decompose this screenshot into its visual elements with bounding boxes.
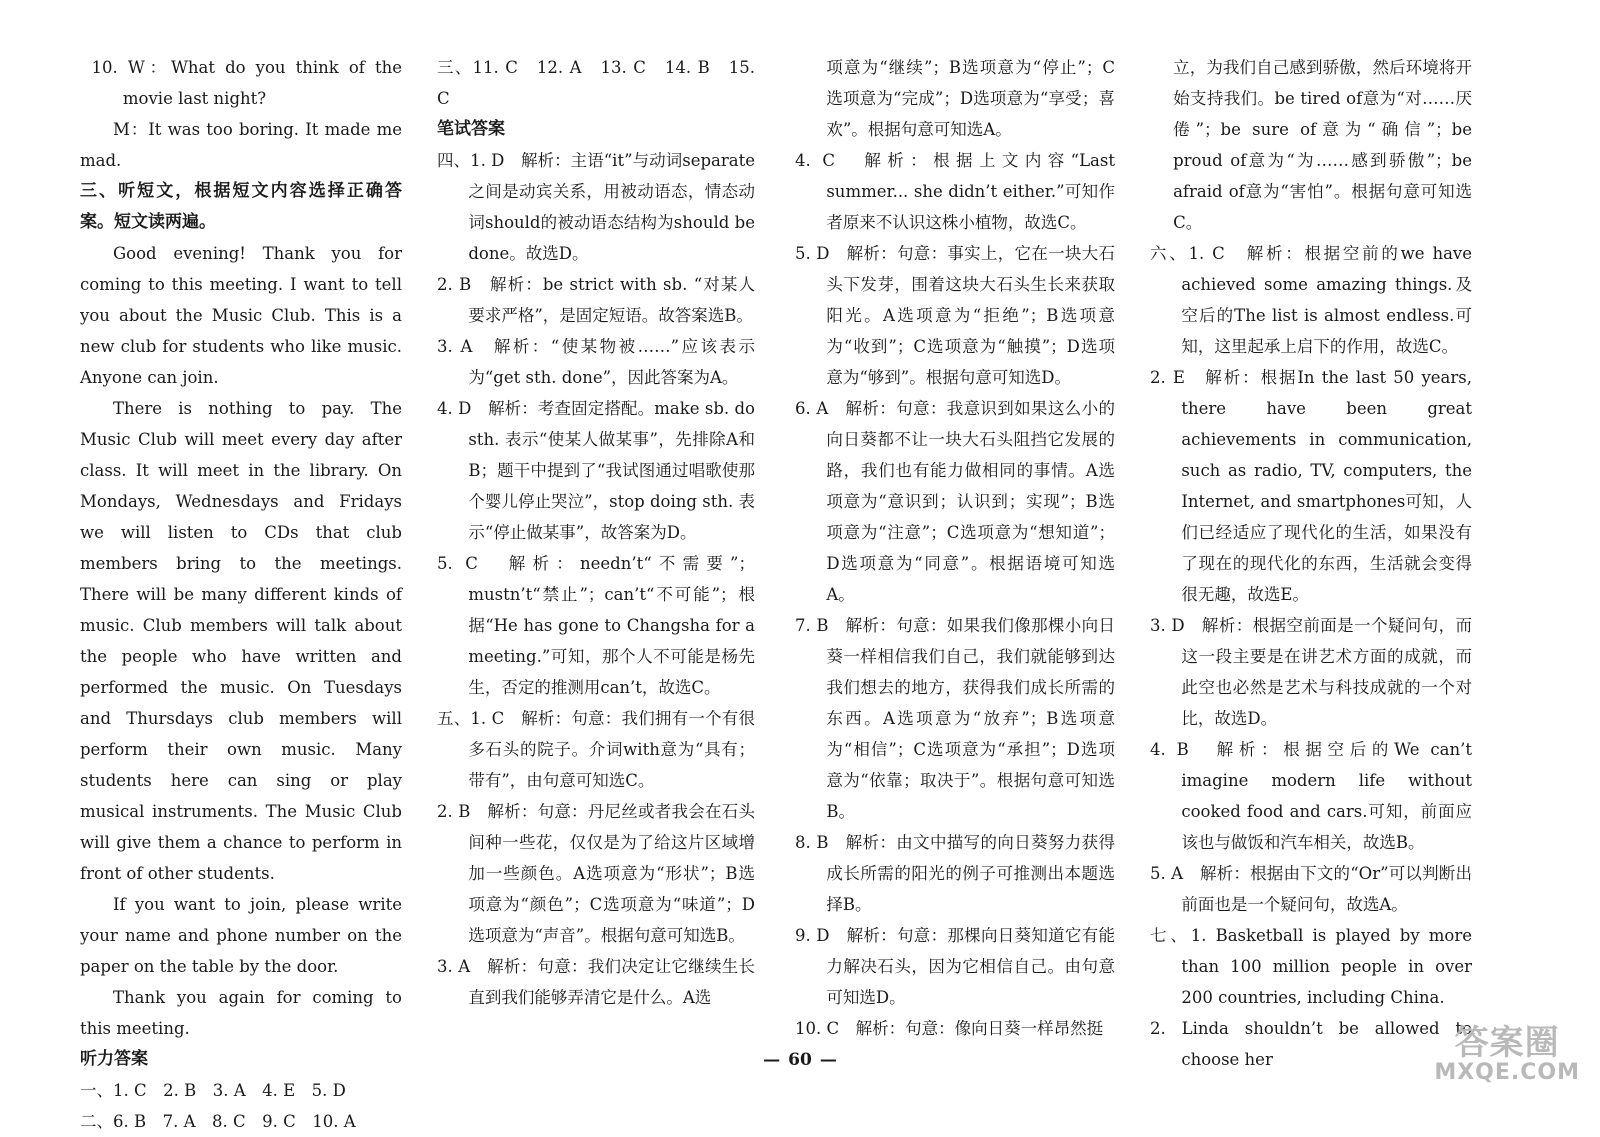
q5-4-explanation: 4. C 解析：根据上文内容“Last summer... she didn’t either.”可知作者原来不认识这株小植物，故选C。 bbox=[795, 151, 1115, 232]
q5-7-explanation: 7. B 解析：句意：如果我们像那棵小向日葵一样相信我们自己，我们就能够到达我们想去的地方，获得我们成长所需的东西。A选项意为“放弃”；B选项意为“相信”；C选项意为“承担”；D选项意为“依靠；取决于”。根据句意可知选B。 bbox=[795, 616, 1115, 821]
q5-2-explanation: 2. B 解析：句意：丹尼丝或者我会在石头间种一些花，仅仅是为了给这片区域增加一些颜色。A选项意为“形状”；B选项意为“颜色”；C选项意为“味道”；D选项意为“声音”。根据句意可知选B。 bbox=[437, 802, 755, 945]
q4-2-explanation: 2. B 解析：be strict with sb. “对某人要求严格”，是固定短语。故答案选B。 bbox=[437, 275, 755, 325]
column-2 bbox=[437, 52, 755, 1013]
page-number: — 60 — bbox=[763, 1050, 837, 1070]
q6-1-explanation: 六、1. C 解析：根据空前的we have achieved some amazing things.及空后的The list is almost endless.可知，这里起承上启下的作用，故选C。 bbox=[1150, 244, 1472, 356]
q5-8-explanation: 8. B 解析：由文中描写的向日葵努力获得成长所需的阳光的例子可推测出本题选择B。 bbox=[795, 833, 1115, 914]
q7-2-answer: 2. Linda shouldn’t be allowed to choose her bbox=[1150, 1019, 1472, 1069]
q6-2-explanation: 2. E 解析：根据In the last 50 years, there have been great achievements in communication, such as radio, TV, computers, the Internet, and smartphones可知，人们已经适应了现代化的生活，如果没有了现在的现代化的东西，生活就会变得很无趣，故选E。 bbox=[1150, 368, 1472, 604]
q4-4-explanation: 4. D 解析：考查固定搭配。make sb. do sth. 表示“使某人做某事”，先排除A和B；题干中提到了“我试图通过唱歌使那个婴儿停止哭泣”，stop doing sth. 表示“停止做某事”，故答案为D。 bbox=[437, 399, 755, 542]
q7-1-answer: 七、1. Basketball is played by more than 100 million people in over 200 countries, including China. bbox=[1150, 926, 1472, 1007]
passage-paragraph-3: If you want to join, please write your name and phone number on the paper on the table by the door. bbox=[80, 895, 402, 976]
q6-4-explanation: 4. B 解析：根据空后的We can’t imagine modern life without cooked food and cars.可知，前面应该也与做饭和汽车相关，故选B。 bbox=[1150, 740, 1472, 852]
passage-paragraph-2: There is nothing to pay. The Music Club will meet every day after class. It will meet in the library. On Mondays, Wednesdays and Fridays we will listen to CDs that club members bring to the meetings. There will be many different kinds of music. Club members will talk about the people who have written and performed the music. On Tuesdays and Thursdays club members will perform their own music. Many students here can sing or play musical instruments. The Music Club will give them a chance to perform in front of other students. bbox=[80, 399, 402, 883]
q5-10-explanation: 10. C 解析：句意：像向日葵一样昂然挺 bbox=[795, 1019, 1104, 1038]
column-1 bbox=[80, 52, 402, 1137]
watermark-logo bbox=[1434, 1024, 1580, 1084]
q5-1-explanation: 五、1. C 解析：句意：我们拥有一个有很多石头的院子。介词with意为“具有；带有”，由句意可知选C。 bbox=[437, 709, 755, 790]
passage-paragraph-4: Thank you again for coming to this meeting. bbox=[80, 988, 402, 1038]
answer-line-1: 一、1. C 2. B 3. A 4. E 5. D bbox=[80, 1081, 346, 1100]
q6-5-explanation: 5. A 解析：根据由下文的“Or”可以判断出前面也是一个疑问句，故选A。 bbox=[1150, 864, 1472, 914]
answer-line-2: 二、6. B 7. A 8. C 9. C 10. A bbox=[80, 1112, 356, 1131]
q5-10-explanation-continued: 立，为我们自己感到骄傲，然后环境将开始支持我们。be tired of意为“对……厌倦”；be sure of意为“确信”；be proud of意为“为……感到骄傲”；be afraid of意为“害怕”。根据句意可知选C。 bbox=[1173, 58, 1472, 232]
written-answers-title: 笔试答案 bbox=[437, 119, 505, 139]
q5-3-explanation: 3. A 解析：句意：我们决定让它继续生长直到我们能够弄清它是什么。A选 bbox=[437, 957, 755, 1007]
dialog-line-m: M：It was too boring. It made me mad. bbox=[80, 120, 402, 170]
q5-9-explanation: 9. D 解析：句意：那棵向日葵知道它有能力解决石头，因为它相信自己。由句意可知选D。 bbox=[795, 926, 1115, 1007]
column-4 bbox=[1150, 52, 1472, 1075]
page-number-value: 60 bbox=[788, 1050, 812, 1070]
watermark-bottom-text: MXQE.COM bbox=[1434, 1060, 1580, 1085]
q6-3-explanation: 3. D 解析：根据空前面是一个疑问句，而这一段主要是在讲艺术方面的成就，而此空也必然是艺术与科技成就的一个对比，故选D。 bbox=[1150, 616, 1472, 728]
q5-5-explanation: 5. D 解析：句意：事实上，它在一块大石头下发芽，围着这块大石头生长来获取阳光。A选项意为“拒绝”；B选项意为“收到”；C选项意为“触摸”；D选项意为“够到”。根据句意可知选D。 bbox=[795, 244, 1115, 387]
watermark-top-text: 答案圈 bbox=[1454, 1023, 1560, 1063]
column-3 bbox=[795, 52, 1115, 1044]
q4-1-explanation: 四、1. D 解析：主语“it”与动词separate之间是动宾关系，用被动语态，情态动词should的被动语态结构为should be done。故选D。 bbox=[437, 151, 755, 263]
section-3-title: 三、听短文，根据短文内容选择正确答案。短文读两遍。 bbox=[80, 181, 402, 232]
q5-3-explanation-continued: 项意为“继续”；B选项意为“停止”；C选项意为“完成”；D选项意为“享受；喜欢”。根据句意可知选A。 bbox=[826, 58, 1115, 139]
listening-answers-title: 听力答案 bbox=[80, 1049, 148, 1069]
q4-5-explanation: 5. C 解析：needn’t“不需要”；mustn’t“禁止”；can’t“不可能”；根据“He has gone to Changsha for a meeting.”可知，那个人不可能是杨先生，否定的推测用can’t，故选C。 bbox=[437, 554, 755, 697]
q5-6-explanation: 6. A 解析：句意：我意识到如果这么小的向日葵都不让一块大石头阻挡它发展的路，我们也有能力做相同的事情。A选项意为“意识到；认识到；实现”；B选项意为“注意”；C选项意为“想知道”；D选项意为“同意”。根据语境可知选A。 bbox=[795, 399, 1115, 604]
q4-3-explanation: 3. A 解析：“使某物被……”应该表示为“get sth. done”，因此答案为A。 bbox=[437, 337, 755, 387]
dialog-line-w: 10. W：What do you think of the movie last night? bbox=[91, 58, 402, 108]
passage-paragraph-1: Good evening! Thank you for coming to this meeting. I want to tell you about the Music Club. This is a new club for students who like music. Anyone can join. bbox=[80, 244, 402, 387]
answer-line-3: 三、11. C 12. A 13. C 14. B 15. C bbox=[437, 58, 755, 108]
